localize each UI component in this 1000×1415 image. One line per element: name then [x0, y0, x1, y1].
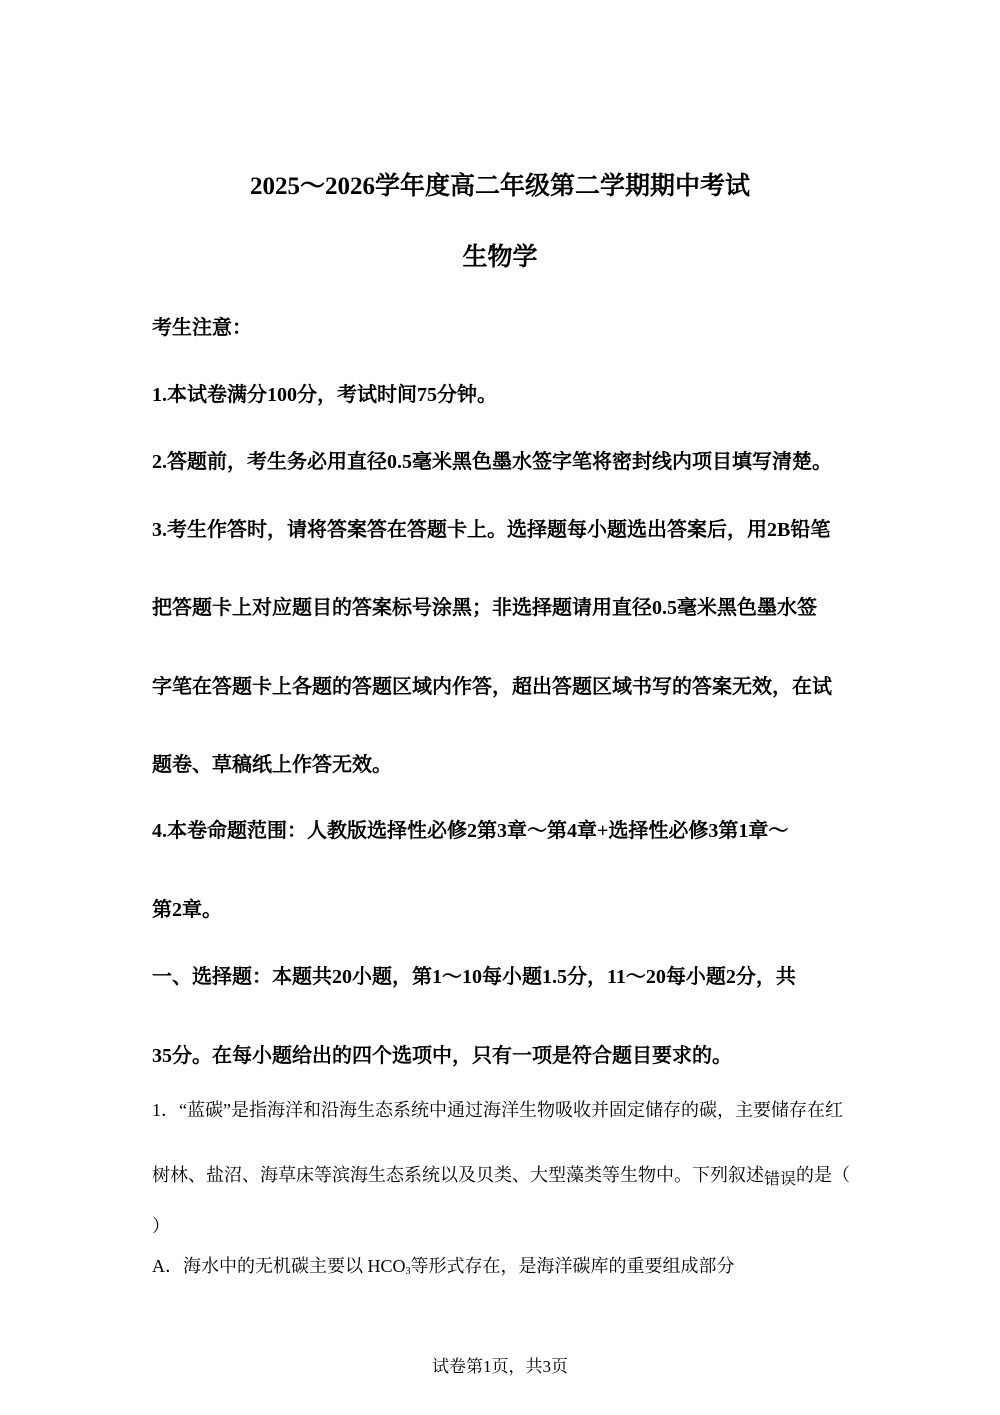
notice-item-3-line-4: 题卷、草稿纸上作答无效。	[152, 754, 392, 776]
question-1-stem-end: 的是（	[796, 1165, 851, 1185]
notice-heading: 考生注意：	[152, 317, 252, 339]
notice-item-4-line-2: 第2章。	[152, 899, 222, 921]
question-1-stem-line-1: 1．“蓝碳”是指海洋和沿海生态系统中通过海洋生物吸收并固定储存的碳，主要储存在红	[152, 1100, 843, 1120]
section-1-instructions-line-2: 35分。在每小题给出的四个选项中，只有一项是符合题目要求的。	[152, 1045, 732, 1067]
notice-item-3-line-1: 3.考生作答时，请将答案答在答题卡上。选择题每小题选出答案后，用2B铅笔	[152, 519, 831, 541]
notice-item-2: 2.答题前，考生务必用直径0.5毫米黑色墨水签字笔将密封线内项目填写清楚。	[152, 451, 832, 473]
question-1-option-a	[152, 1257, 735, 1277]
question-1-bracket-close: ）	[152, 1216, 170, 1236]
option-a-subscript: 3	[405, 1266, 411, 1277]
question-1-stem-text: 树林、盐沼、海草床等滨海生态系统以及贝类、大型藻类等生物中。下列叙述	[152, 1165, 764, 1185]
option-a-prefix: A．海水中的无机碳主要以 HCO	[152, 1256, 406, 1276]
question-1-stem-line-2	[152, 1165, 851, 1188]
notice-item-4-line-1: 4.本卷命题范围：人教版选择性必修2第3章～第4章+选择性必修3第1章～	[152, 820, 789, 842]
question-1-emphasis: 错误	[764, 1171, 797, 1188]
notice-item-1: 1.本试卷满分100分，考试时间75分钟。	[152, 384, 497, 406]
section-1-instructions-line-1: 一、选择题：本题共20小题，第1～10每小题1.5分，11～20每小题2分，共	[152, 966, 796, 988]
notice-item-3-line-2: 把答题卡上对应题目的答案标号涂黑；非选择题请用直径0.5毫米黑色墨水签	[152, 597, 817, 619]
exam-title: 2025～2026学年度高二年级第二学期期中考试	[249, 173, 750, 200]
page-footer: 试卷第1页，共3页	[432, 1357, 568, 1376]
option-a-suffix: 等形式存在，是海洋碳库的重要组成部分	[410, 1256, 735, 1276]
exam-subject: 生物学	[462, 244, 538, 271]
notice-item-3-line-3: 字笔在答题卡上各题的答题区域内作答，超出答题区域书写的答案无效，在试	[152, 676, 832, 698]
